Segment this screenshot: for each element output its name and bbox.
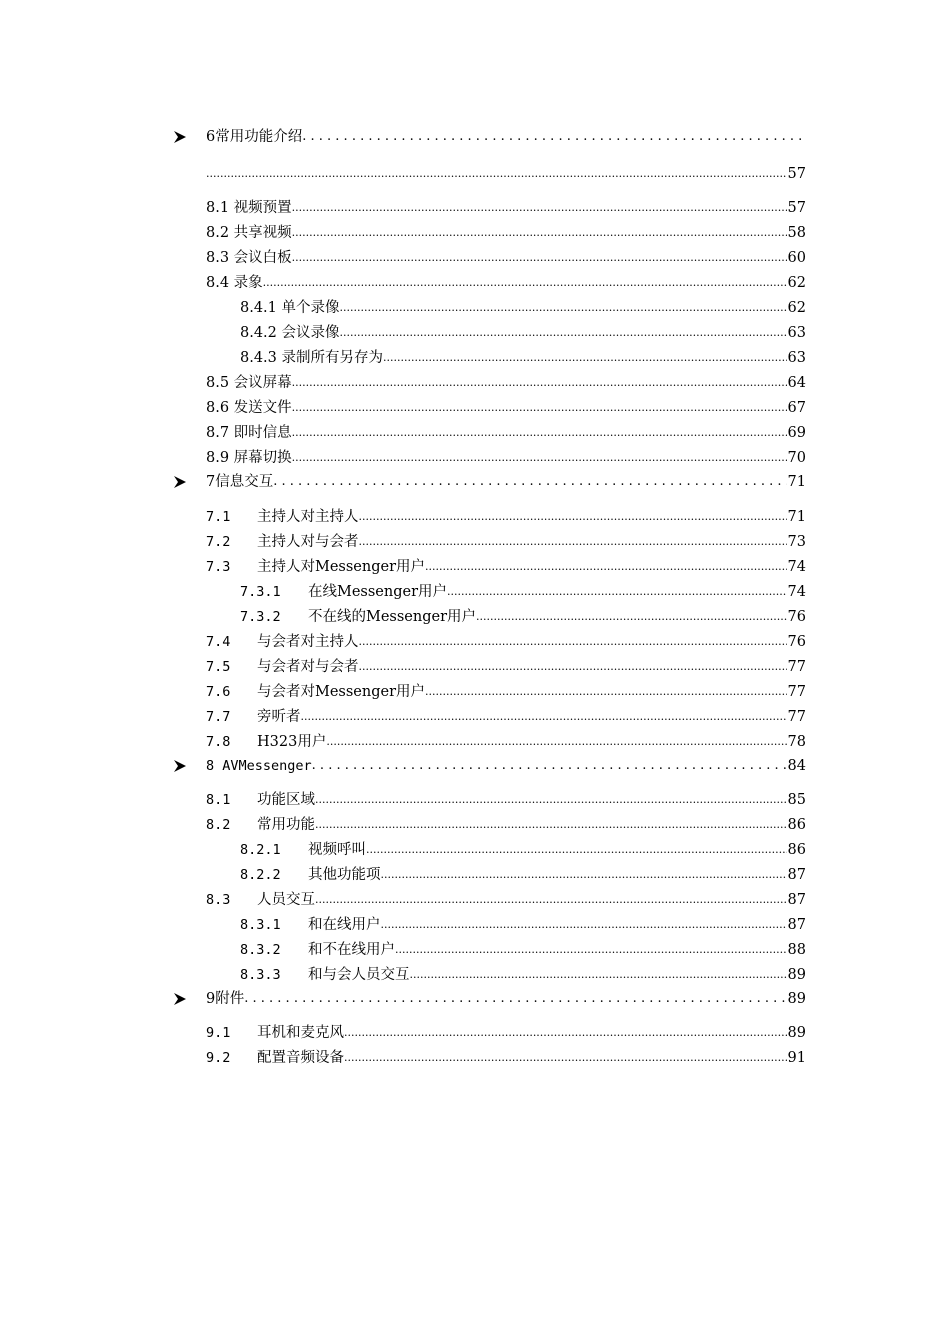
- toc-entry[interactable]: [240, 914, 806, 936]
- toc-entry-number: 8.1: [206, 792, 231, 808]
- toc-section-6-page-line[interactable]: [206, 163, 806, 185]
- toc-entry[interactable]: [206, 814, 806, 836]
- toc-entry-number: 8.2.2: [240, 867, 281, 883]
- dot-leader: [476, 606, 787, 628]
- toc-entry-label: 8.2 共享视频: [206, 225, 292, 241]
- dot-leader: [381, 914, 787, 936]
- dot-leader: [292, 222, 787, 244]
- arrow-bullet-icon: [172, 991, 188, 1007]
- toc-page-number: 67: [787, 400, 806, 416]
- toc-entry-label: 8.7 即时信息: [206, 425, 292, 441]
- toc-page-number: 78: [787, 734, 806, 750]
- dot-leader: [381, 864, 787, 886]
- toc-entry-label: 与会者对与会者: [257, 659, 359, 675]
- dot-leader: [447, 581, 787, 603]
- toc-page-number: 85: [787, 792, 806, 808]
- dot-leader: [315, 789, 787, 811]
- toc-entry-label: 8.4 录象: [206, 275, 263, 291]
- toc-page-number: 70: [787, 450, 806, 466]
- toc-entry[interactable]: [240, 581, 806, 603]
- toc-entry-number: 7.7: [206, 709, 231, 725]
- dot-leader: [340, 297, 787, 319]
- toc-page-number: 57: [787, 166, 806, 182]
- toc-entry-label: 和与会人员交互: [308, 967, 410, 983]
- toc-page-number: 62: [787, 275, 806, 291]
- toc-entry-label: 在线Messenger用户: [308, 584, 448, 600]
- dot-leader: [263, 272, 787, 294]
- toc-entry-label: 8.5 会议屏幕: [206, 375, 292, 391]
- toc-entry[interactable]: [240, 939, 806, 961]
- toc-entry-label: 与会者对主持人: [257, 634, 359, 650]
- toc-entry-label: 与会者对Messenger用户: [257, 684, 426, 700]
- dot-leader: [292, 247, 787, 269]
- toc-entry[interactable]: [206, 681, 806, 703]
- arrow-bullet-icon: [172, 474, 188, 490]
- toc-entry-number: 9.1: [206, 1025, 231, 1041]
- toc-entry[interactable]: [206, 272, 806, 294]
- dot-leader: [315, 889, 787, 911]
- toc-page-number: 89: [787, 1025, 806, 1041]
- toc-page-number: 74: [787, 584, 806, 600]
- toc-page-number: 87: [787, 917, 806, 933]
- dot-leader: [359, 531, 787, 553]
- toc-page-number: 57: [787, 200, 806, 216]
- toc-page-number: 60: [787, 250, 806, 266]
- dot-leader: [359, 656, 787, 678]
- dot-leader: [292, 197, 787, 219]
- toc-page-number: 64: [787, 375, 806, 391]
- toc-page-number: 76: [787, 634, 806, 650]
- toc-entry[interactable]: [206, 631, 806, 653]
- toc-entry-number: 7.6: [206, 684, 231, 700]
- toc-entry[interactable]: [206, 531, 806, 553]
- toc-page-number: 89: [787, 991, 806, 1007]
- dot-leader: [292, 397, 787, 419]
- toc-entry-label: 配置音频设备: [257, 1050, 344, 1066]
- toc-page-number: 58: [787, 225, 806, 241]
- dot-leader: [301, 706, 787, 728]
- toc-section-6[interactable]: [206, 126, 806, 148]
- toc-entry[interactable]: [240, 839, 806, 861]
- toc-page-number: 84: [787, 758, 806, 774]
- toc-entry-label: 主持人对Messenger用户: [257, 559, 426, 575]
- arrow-bullet-icon: [172, 758, 188, 774]
- toc-entry-title: 9附件: [206, 991, 245, 1007]
- toc-entry[interactable]: [240, 964, 806, 986]
- toc-page-number: 62: [787, 300, 806, 316]
- toc-entry[interactable]: [206, 1047, 806, 1069]
- dot-leader: [395, 939, 787, 961]
- toc-page-number: 63: [787, 325, 806, 341]
- toc-entry-label: 和在线用户: [308, 917, 381, 933]
- toc-page-number: 77: [787, 659, 806, 675]
- dot-leader: [292, 422, 787, 444]
- dot-leader: [359, 631, 787, 653]
- toc-entry-label: 8.3 会议白板: [206, 250, 292, 266]
- toc-page-number: 71: [787, 474, 806, 490]
- toc-entry-label: 和不在线用户: [308, 942, 395, 958]
- toc-entry[interactable]: [206, 397, 806, 419]
- toc-page-number: 86: [787, 817, 806, 833]
- toc-entry-label: 旁听者: [257, 709, 301, 725]
- toc-page-number: 88: [787, 942, 806, 958]
- dot-leader: [206, 163, 787, 185]
- toc-entry[interactable]: [240, 322, 806, 344]
- toc-entry[interactable]: [206, 197, 806, 219]
- toc-entry[interactable]: [206, 731, 806, 753]
- toc-page-number: 86: [787, 842, 806, 858]
- toc-entry[interactable]: [206, 222, 806, 244]
- toc-entry[interactable]: [206, 889, 806, 911]
- toc-entry-label: 人员交互: [257, 892, 315, 908]
- toc-entry-label: 8.4.1 单个录像: [240, 300, 340, 316]
- toc-page-number: 89: [787, 967, 806, 983]
- dot-leader: [273, 471, 786, 493]
- toc-entry[interactable]: [206, 556, 806, 578]
- toc-page-number: 63: [787, 350, 806, 366]
- toc-entry[interactable]: [206, 506, 806, 528]
- toc-entry[interactable]: [206, 1022, 806, 1044]
- toc-section-8[interactable]: [206, 755, 806, 777]
- toc-entry-title: 7信息交互: [206, 474, 274, 490]
- toc-entry[interactable]: [240, 606, 806, 628]
- toc-page-number: 74: [787, 559, 806, 575]
- dot-leader: [326, 731, 786, 753]
- toc-entry-label: 8.6 发送文件: [206, 400, 292, 416]
- dot-leader: [312, 755, 787, 777]
- toc-entry-number: 7.8: [206, 734, 231, 750]
- toc-entry-title: 6常用功能介绍: [206, 129, 303, 145]
- toc-entry-label: 8.1 视频预置: [206, 200, 292, 216]
- toc-entry-label: 其他功能项: [308, 867, 381, 883]
- toc-entry[interactable]: [206, 789, 806, 811]
- toc-page-number: 87: [787, 867, 806, 883]
- toc-entry-number: 7.5: [206, 659, 231, 675]
- toc-page-number: 87: [787, 892, 806, 908]
- toc-entry[interactable]: [206, 422, 806, 444]
- arrow-bullet-icon: [172, 129, 188, 145]
- toc-entry[interactable]: [206, 372, 806, 394]
- toc-page-number: 73: [787, 534, 806, 550]
- toc-entry-label: 8.9 屏幕切换: [206, 450, 292, 466]
- dot-leader: [425, 681, 787, 703]
- toc-entry-label: 主持人对与会者: [257, 534, 359, 550]
- dot-leader: [425, 556, 787, 578]
- toc-page-number: 77: [787, 684, 806, 700]
- toc-section-7[interactable]: [206, 471, 806, 493]
- toc-entry-number: 7.3.2: [240, 609, 281, 625]
- toc-entry-number: 7.2: [206, 534, 231, 550]
- toc-entry[interactable]: [240, 347, 806, 369]
- toc-entry-number: 9.2: [206, 1050, 231, 1066]
- dot-leader: [292, 447, 787, 469]
- toc-entry-label: 常用功能: [257, 817, 315, 833]
- toc-entry[interactable]: [206, 656, 806, 678]
- dot-leader: [344, 1022, 787, 1044]
- toc-entry-number: 7.3: [206, 559, 231, 575]
- toc-page-number: 76: [787, 609, 806, 625]
- toc-entry-label: 视频呼叫: [308, 842, 366, 858]
- dot-leader: [410, 964, 787, 986]
- toc-page-number: 69: [787, 425, 806, 441]
- dot-leader: [366, 839, 787, 861]
- toc-entry-number: 8.2.1: [240, 842, 281, 858]
- toc-entry-number: 8.3.3: [240, 967, 281, 983]
- toc-entry-label: 主持人对主持人: [257, 509, 359, 525]
- dot-leader: [383, 347, 787, 369]
- dot-leader: [292, 372, 787, 394]
- dot-leader: [315, 814, 787, 836]
- toc-entry-number: 8.3.2: [240, 942, 281, 958]
- toc-entry-number: 7.3.1: [240, 584, 281, 600]
- toc-page-number: 71: [787, 509, 806, 525]
- toc-entry-number: 8.2: [206, 817, 231, 833]
- toc-page-number: 91: [787, 1050, 806, 1066]
- toc-entry-label: 8.4.3 录制所有另存为: [240, 350, 384, 366]
- toc-entry-label: 不在线的Messenger用户: [308, 609, 477, 625]
- toc-entry-label: 8.4.2 会议录像: [240, 325, 340, 341]
- toc-entry-label: 耳机和麦克风: [257, 1025, 344, 1041]
- toc-page-number: 77: [787, 709, 806, 725]
- toc-entry[interactable]: [206, 247, 806, 269]
- toc-entry-number: 8.3: [206, 892, 231, 908]
- toc-entry-label: 功能区域: [257, 792, 315, 808]
- toc-entry[interactable]: [240, 297, 806, 319]
- dot-leader: [344, 1047, 787, 1069]
- toc-entry[interactable]: [240, 864, 806, 886]
- dot-leader: [244, 988, 786, 1010]
- toc-entry-number: 8.3.1: [240, 917, 281, 933]
- toc-section-9[interactable]: [206, 988, 806, 1010]
- dot-leader: [302, 126, 806, 148]
- toc-entry-number: 7.4: [206, 634, 231, 650]
- toc-entry-title: 8 AVMessenger: [206, 758, 312, 774]
- toc-entry[interactable]: [206, 447, 806, 469]
- toc-entry-number: 7.1: [206, 509, 231, 525]
- dot-leader: [340, 322, 787, 344]
- toc-entry-label: H323用户: [257, 734, 327, 750]
- toc-entry[interactable]: [206, 706, 806, 728]
- dot-leader: [359, 506, 787, 528]
